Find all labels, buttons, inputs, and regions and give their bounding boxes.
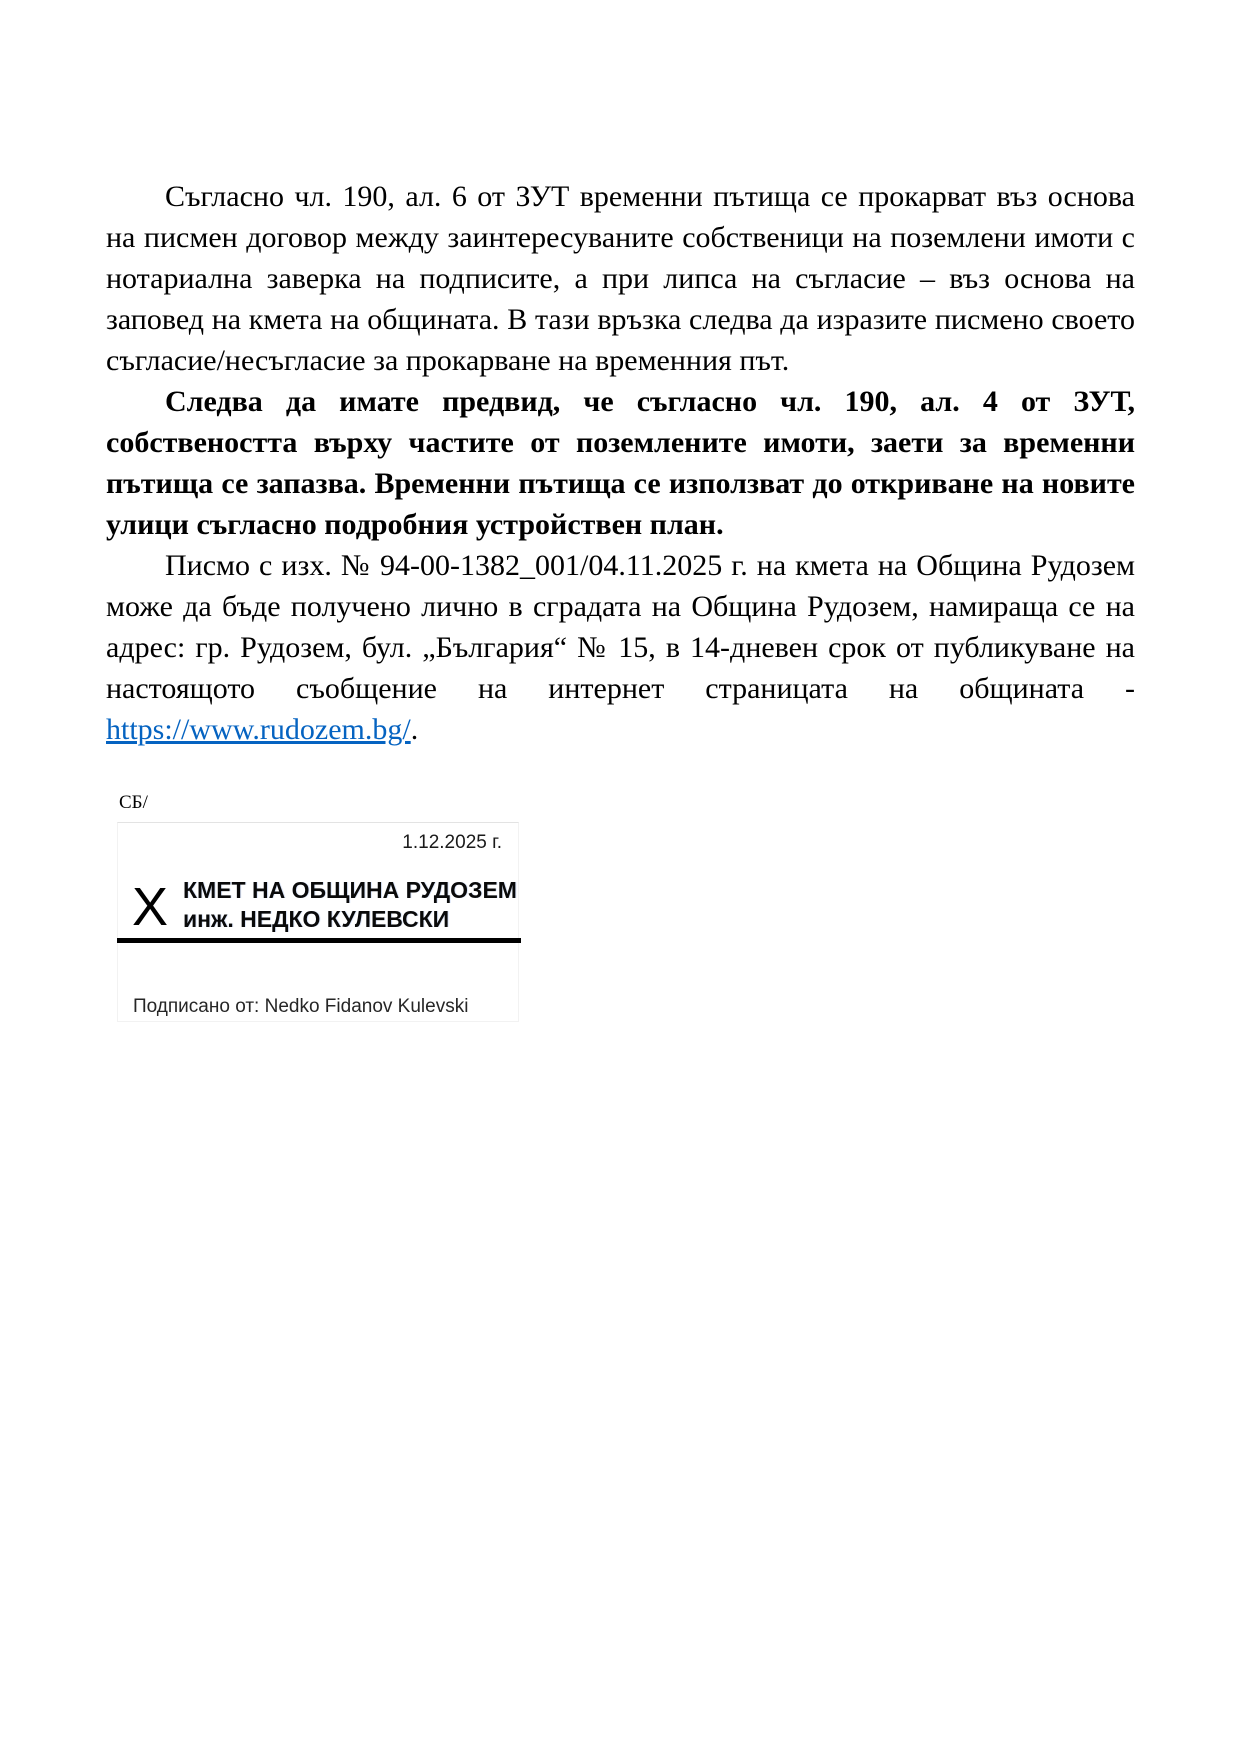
paragraph-ownership-notice: Следва да имате предвид, че съгласно чл. 190, ал. 4 от ЗУТ, собствеността върху частите от поземлените имоти, заети за временни пътища се запазва. Временни пътища се използват до откриване на новите улици съгласно подробния устройствен план.	[106, 385, 1135, 541]
rudozem-website-link[interactable]: https://www.rudozem.bg/	[106, 713, 411, 746]
signature-line	[117, 938, 521, 943]
signer-title: КМЕТ НА ОБЩИНА РУДОЗЕМ	[183, 877, 517, 903]
signature-date: 1.12.2025 г.	[402, 832, 502, 853]
signer-name: инж. НЕДКО КУЛЕВСКИ	[183, 906, 450, 932]
author-initials: СБ/	[119, 792, 148, 813]
paragraph-letter-availability	[106, 545, 1135, 750]
sentence-end-period: .	[410, 713, 419, 746]
letter-availability-text: Писмо с изх. № 94-00-1382_001/04.11.2025 г. на кмета на Община Рудозем може да бъде получено лично в сградата на Община Рудозем, намираща се на адрес: гр. Рудозем, бул. „България“ № 15, в 14-дневен срок от публикуване на настоящото съобщение на интернет страницата на общината -	[106, 549, 1135, 705]
digital-signature-block	[117, 822, 519, 1022]
signature-x-mark: X	[132, 877, 169, 937]
signed-by-label: Подписано от: Nedko Fidanov Kulevski	[133, 996, 469, 1017]
signer-title-block	[183, 876, 517, 934]
letter-body	[106, 176, 1135, 750]
paragraph-legal-basis: Съгласно чл. 190, ал. 6 от ЗУТ временни пътища се прокарват въз основа на писмен договор между заинтересуваните собственици на поземлени имоти с нотариална заверка на подписите, а при липса на съгласие – въз основа на заповед на кмета на общината. В тази връзка следва да изразите писмено своето съгласие/несъгласие за прокарване на временния път.	[106, 180, 1135, 377]
